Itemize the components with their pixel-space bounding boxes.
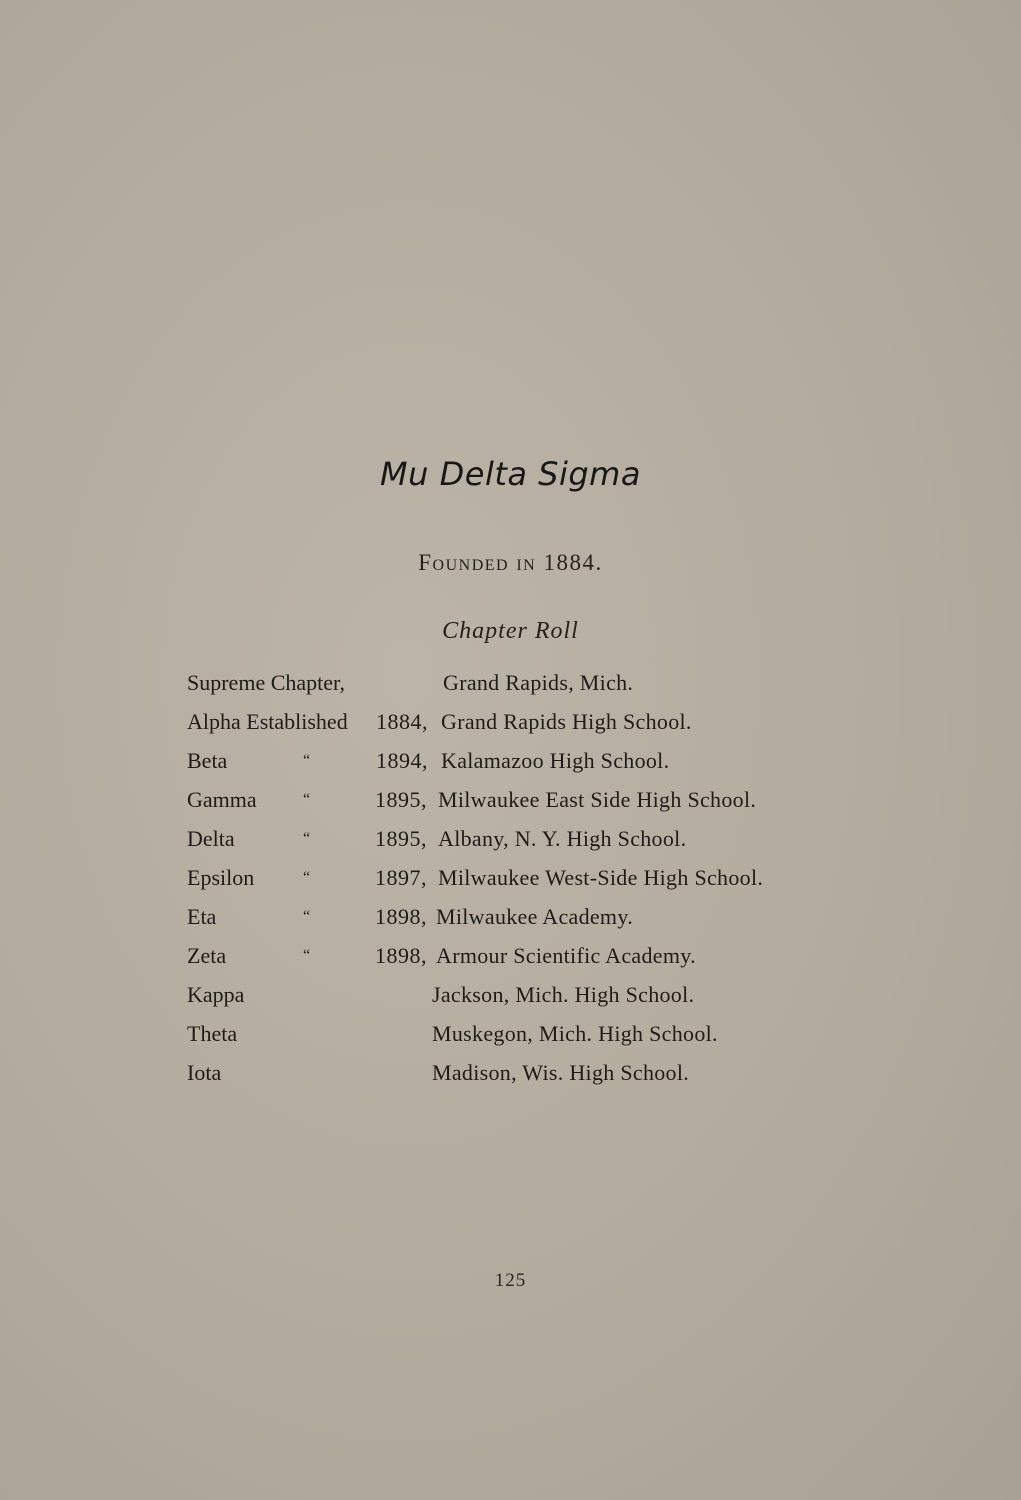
ditto-mark: “ (303, 830, 311, 847)
chapter-location: Muskegon, Mich. High School. (432, 1021, 718, 1046)
chapter-name: Epsilon (187, 865, 255, 890)
ditto-mark: “ (303, 791, 311, 808)
chapter-year: 1898, (375, 904, 427, 929)
chapter-location: Milwaukee West-Side High School. (438, 865, 764, 890)
chapter-name: Beta (187, 748, 228, 773)
chapter-row (0, 1056, 1021, 1090)
chapter-year: 1898, (375, 943, 427, 968)
chapter-name: Delta (187, 826, 235, 851)
chapter-row (0, 666, 1021, 700)
chapter-year: 1897, (375, 865, 427, 890)
chapter-row (0, 744, 1021, 778)
chapter-row (0, 900, 1021, 934)
founded-line: Founded in 1884. (418, 550, 603, 575)
chapter-location: Armour Scientific Academy. (436, 943, 696, 968)
chapter-row (0, 939, 1021, 973)
chapter-year: 1895, (375, 826, 427, 851)
chapter-name: Iota (187, 1060, 222, 1085)
chapter-name: Eta (187, 904, 217, 929)
chapter-roll-heading: Chapter Roll (442, 618, 579, 644)
chapter-name: Supreme Chapter, (187, 670, 345, 695)
chapter-year: 1894, (376, 748, 428, 773)
chapter-name: Alpha Established (187, 709, 348, 734)
ditto-mark: “ (303, 908, 311, 925)
chapter-row (0, 1017, 1021, 1051)
page-number: 125 (494, 1270, 527, 1291)
chapter-name: Kappa (187, 982, 245, 1007)
page-title: Mu Delta Sigma (380, 455, 641, 493)
chapter-location: Jackson, Mich. High School. (432, 982, 695, 1007)
chapter-location: Milwaukee Academy. (436, 904, 634, 929)
chapter-location: Madison, Wis. High School. (432, 1060, 690, 1085)
chapter-year: 1895, (375, 787, 427, 812)
ditto-mark: “ (303, 752, 311, 769)
chapter-row (0, 783, 1021, 817)
chapter-name: Theta (187, 1021, 238, 1046)
chapter-row (0, 861, 1021, 895)
chapter-location: Milwaukee East Side High School. (438, 787, 757, 812)
chapter-location: Grand Rapids, Mich. (443, 670, 634, 695)
ditto-mark: “ (303, 947, 311, 964)
chapter-roll-list (0, 666, 1021, 1106)
chapter-name: Zeta (187, 943, 227, 968)
chapter-row (0, 822, 1021, 856)
chapter-row (0, 978, 1021, 1012)
ditto-mark: “ (303, 869, 311, 886)
chapter-row (0, 705, 1021, 739)
chapter-location: Grand Rapids High School. (441, 709, 692, 734)
chapter-location: Kalamazoo High School. (441, 748, 670, 773)
chapter-location: Albany, N. Y. High School. (438, 826, 687, 851)
chapter-year: 1884, (376, 709, 428, 734)
chapter-name: Gamma (187, 787, 257, 812)
